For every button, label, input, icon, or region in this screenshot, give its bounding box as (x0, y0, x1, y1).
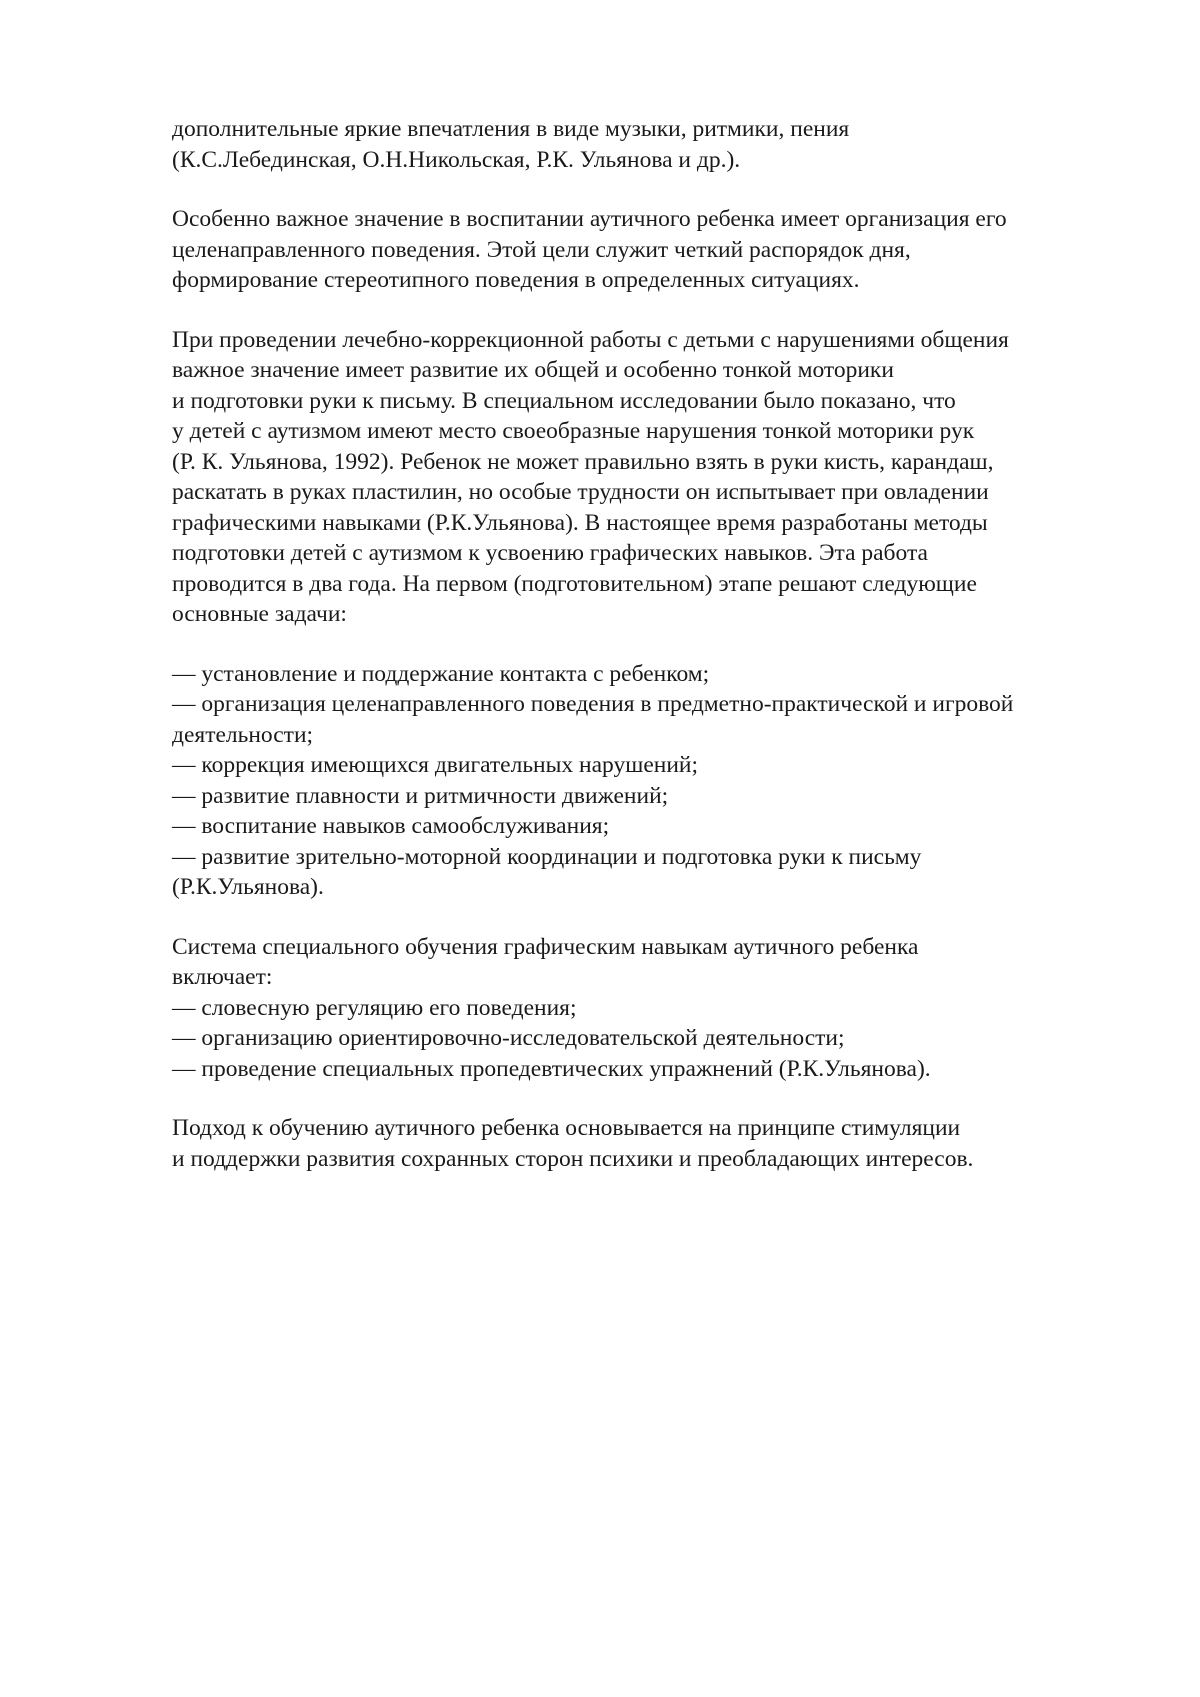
list-item: — установление и поддержание контакта с ребенком; (172, 660, 710, 687)
text-line: проводится в два года. На первом (подготовительном) этапе решают следующие (172, 570, 977, 597)
text-line: включает: (172, 964, 273, 990)
list-item: — словесную регуляцию его поведения; (172, 994, 577, 1021)
list-item: — коррекция имеющихся двигательных нарушений; (172, 752, 699, 778)
paragraph-gap (172, 1084, 1132, 1113)
paragraph-gap (172, 903, 1132, 932)
text-line: графическими навыками (Р.К.Ульянова). В настоящее время разработаны методы (172, 509, 988, 536)
text-line: При проведении лечебно-коррекционной работы с детьми с нарушениями общения (172, 326, 1009, 353)
text-line: (К.С.Лебединская, О.Н.Никольская, Р.К. Ульянова и др.). (172, 146, 741, 173)
paragraph (172, 114, 1132, 175)
text-line: Система специального обучения графическим навыкам аутичного ребенка (172, 933, 919, 960)
paragraph (172, 325, 1132, 630)
text-line: целенаправленного поведения. Этой цели служит четкий распорядок дня, (172, 236, 911, 263)
text-line: формирование стереотипного поведения в определенных ситуациях. (172, 267, 860, 293)
text-line: у детей с аутизмом имеют место своеобразные нарушения тонкой моторики рук (172, 418, 975, 444)
document-body (172, 114, 1132, 1174)
list-item: деятельности; (172, 721, 314, 748)
text-line: подготовки детей с аутизмом к усвоению графических навыков. Эта работа (172, 540, 928, 566)
list-item: (Р.К.Ульянова). (172, 874, 324, 900)
text-line: дополнительные яркие впечатления в виде музыки, ритмики, пения (172, 116, 850, 142)
text-line: и подготовки руки к письму. В специальном исследовании было показано, что (172, 387, 956, 414)
paragraph (172, 1113, 1132, 1174)
paragraph-gap (172, 296, 1132, 325)
list-item: — развитие зрительно-моторной координации и подготовка руки к письму (172, 843, 922, 870)
text-line: (Р. К. Ульянова, 1992). Ребенок не может правильно взять в руки кисть, карандаш, (172, 448, 994, 475)
paragraph-gap (172, 175, 1132, 204)
list-item: — организацию ориентировочно-исследовательской деятельности; (172, 1025, 845, 1051)
list-item: — развитие плавности и ритмичности движений; (172, 782, 669, 809)
paragraph (172, 204, 1132, 296)
paragraph-gap (172, 630, 1132, 659)
list-item: — организация целенаправленного поведения в предметно-практической и игровой (172, 691, 1014, 717)
list-item: — воспитание навыков самообслуживания; (172, 813, 610, 839)
task-list (172, 659, 1132, 903)
text-line: раскатать в руках пластилин, но особые трудности он испытывает при овладении (172, 479, 989, 505)
text-line: Особенно важное значение в воспитании аутичного ребенка имеет организация его (172, 206, 1007, 232)
paragraph (172, 932, 1132, 1085)
text-line: важное значение имеет развитие их общей и особенно тонкой моторики (172, 357, 894, 383)
text-line: и поддержки развития сохранных сторон психики и преобладающих интересов. (172, 1145, 974, 1172)
text-line: основные задачи: (172, 601, 347, 627)
text-line: Подход к обучению аутичного ребенка основывается на принципе стимуляции (172, 1115, 961, 1141)
list-item: — проведение специальных пропедевтических упражнений (Р.К.Ульянова). (172, 1055, 931, 1082)
